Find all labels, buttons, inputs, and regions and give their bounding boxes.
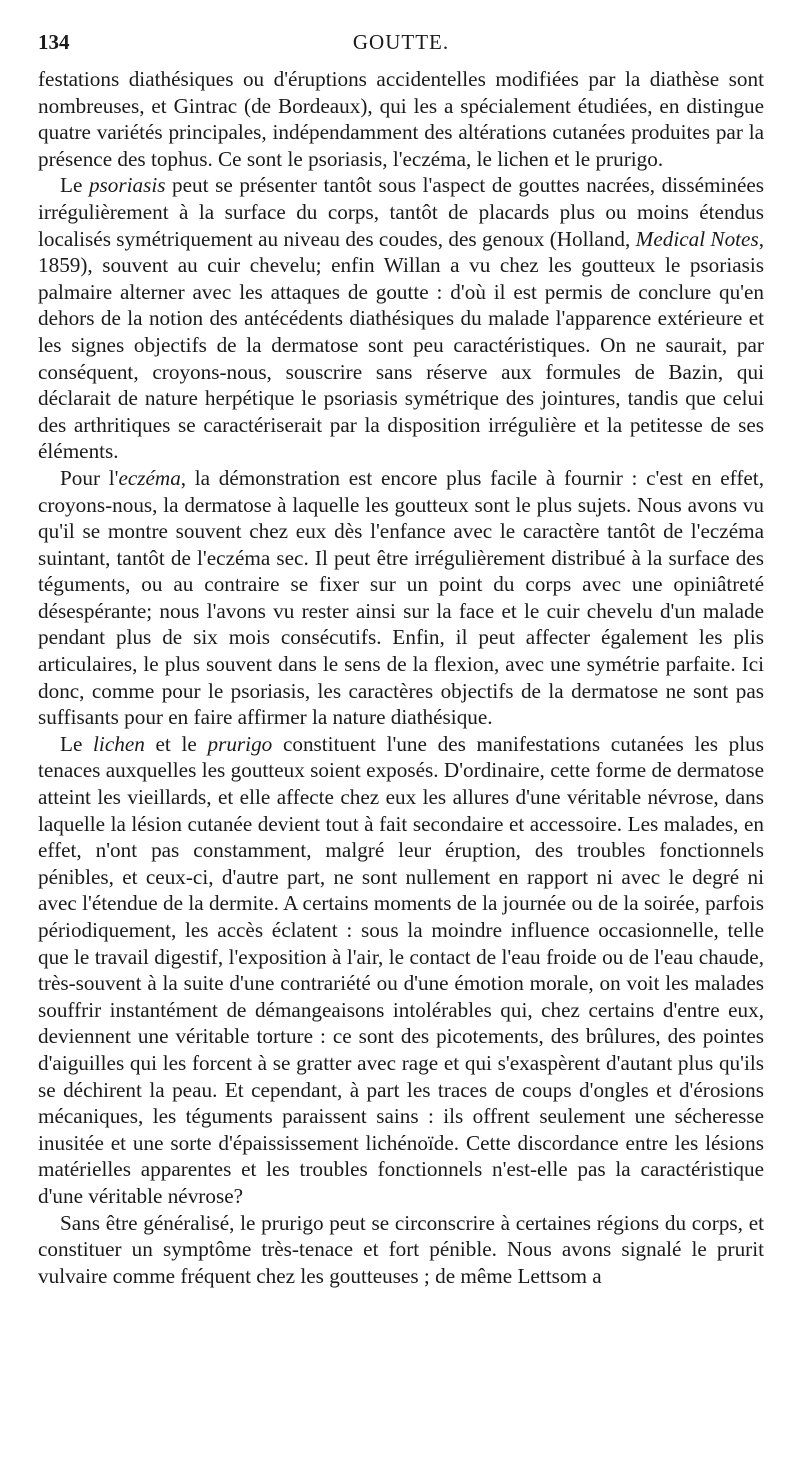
body-text [38, 66, 764, 1289]
paragraph-text: Le [60, 731, 94, 756]
page-number: 134 [38, 30, 70, 54]
running-title: GOUTTE. [352, 30, 450, 54]
paragraph-lichen-prurigo [38, 731, 764, 1210]
paragraph-continuation [38, 66, 764, 172]
italic-term-lichen: lichen [93, 731, 145, 756]
paragraph-psoriasis [38, 172, 764, 465]
italic-term-psoriasis: psoriasis [88, 173, 166, 198]
paragraph-text: Pour l' [60, 465, 119, 490]
paragraph-text: et le [144, 731, 208, 756]
paragraph-text: Sans être généralisé, le prurigo peut se circonscrire à certaines régions du corps, et constituer un symptôme très-tenace et fort pénible. Nous avons signalé le prurit vulvaire comme fréquent chez les goutteuses ; de même Lettsom a [38, 1210, 764, 1288]
italic-term-prurigo: prurigo [207, 731, 273, 756]
paragraph-prurigo-localized [38, 1210, 764, 1290]
paragraph-text: constituent l'une des manifestations cutanées les plus tenaces auxquelles les goutteux soient exposés. D'ordinaire, cette forme de dermatose atteint les vieillards, et elle affecte chez eux les allures d'une véritable névrose, dans laquelle la lésion cutanée devient tout à fait secondaire et accessoire. Les malades, en effet, n'ont pas constamment, malgré leur éruption, des troubles fonctionnels pénibles, et ceux-ci, d'autre part, ne sont nullement en rapport ni avec le degré ni avec l'étendue de la dermite. A certains moments de la journée ou de la soirée, parfois périodiquement, les accès éclatent : sous la moindre influence occasionnelle, telle que le travail digestif, l'exposition à l'air, le contact de l'eau froide ou de l'eau chaude, très-souvent à la suite d'une contrariété ou d'une émotion morale, on voit les malades souffrir instantément de démangeaisons intolérables qui, chez certains d'entre eux, deviennent une véritable torture : ce sont des picotements, des brûlures, des pointes d'aiguilles qui les forcent à se gratter avec rage et qui s'exaspèrent d'autant plus qu'ils se déchirent la peau. Et cependant, à part les traces de coups d'ongles et d'érosions mécaniques, les téguments paraissent sains : ils offrent seulement une sécheresse inusitée et une sorte d'épaississement lichénoïde. Cette discordance entre les lésions matérielles apparentes et les troubles fonctionnels n'est-elle pas la caractéristique d'une véritable névrose? [38, 731, 764, 1208]
paragraph-text: peut se présenter tantôt sous l'aspect de gouttes nacrées, disséminées irrégulièrement à la surface du corps, tantôt de placards plus ou moins étendus localisés symétriquement au niveau des coudes, des genoux (Holland, [38, 173, 764, 251]
italic-citation-medical-notes: Medical Notes [635, 226, 759, 251]
paragraph-eczema [38, 465, 764, 731]
document-page [38, 30, 764, 1288]
paragraph-text: , 1859), souvent au cuir chevelu; enfin Willan a vu chez les goutteux le psoriasis palmaire alterner avec les attaques de goutte : d'où il est permis de conclure qu'en dehors de la notion des antécédents diathésiques du malade l'apparence extérieure et les signes objectifs de la dermatose sont peu caractéristiques. On ne saurait, par conséquent, croyons-nous, souscrire sans réserve aux formules de Bazin, qui déclarait de nature herpétique le psoriasis symétrique des jointures, tandis que celui des arthritiques se caractériserait par la disposition irrégulière et la petitesse de ses éléments. [38, 226, 764, 464]
italic-term-eczema: eczéma [118, 465, 181, 490]
paragraph-text: Le [60, 173, 89, 198]
paragraph-text: festations diathésiques ou d'éruptions accidentelles modifiées par la diathèse sont nombreuses, et Gintrac (de Bordeaux), qui les a spécialement étudiées, en distingue quatre variétés principales, indépendamment des altérations cutanées produites par la présence des tophus. Ce sont le psoriasis, l'eczéma, le lichen et le prurigo. [38, 67, 764, 171]
page-header [38, 30, 764, 64]
paragraph-text: , la démonstration est encore plus facile à fournir : c'est en effet, croyons-nous, la dermatose à laquelle les goutteux sont le plus sujets. Nous avons vu qu'il se montre souvent chez eux dès l'enfance avec le caractère tantôt de l'eczéma suintant, tantôt de l'eczéma sec. Il peut être irrégulièrement distribué à la surface des téguments, ou au contraire se fixer sur un point du corps avec une opiniâtreté désespérante; nous l'avons vu rester ainsi sur la face et le cuir chevelu d'un malade pendant plus de six mois consécutifs. Enfin, il peut affecter également les plis articulaires, le plus souvent dans le sens de la flexion, avec une symétrie parfaite. Ici donc, comme pour le psoriasis, les caractères objectifs de la dermatose ne sont pas suffisants pour en faire affirmer la nature diathésique. [38, 465, 764, 730]
